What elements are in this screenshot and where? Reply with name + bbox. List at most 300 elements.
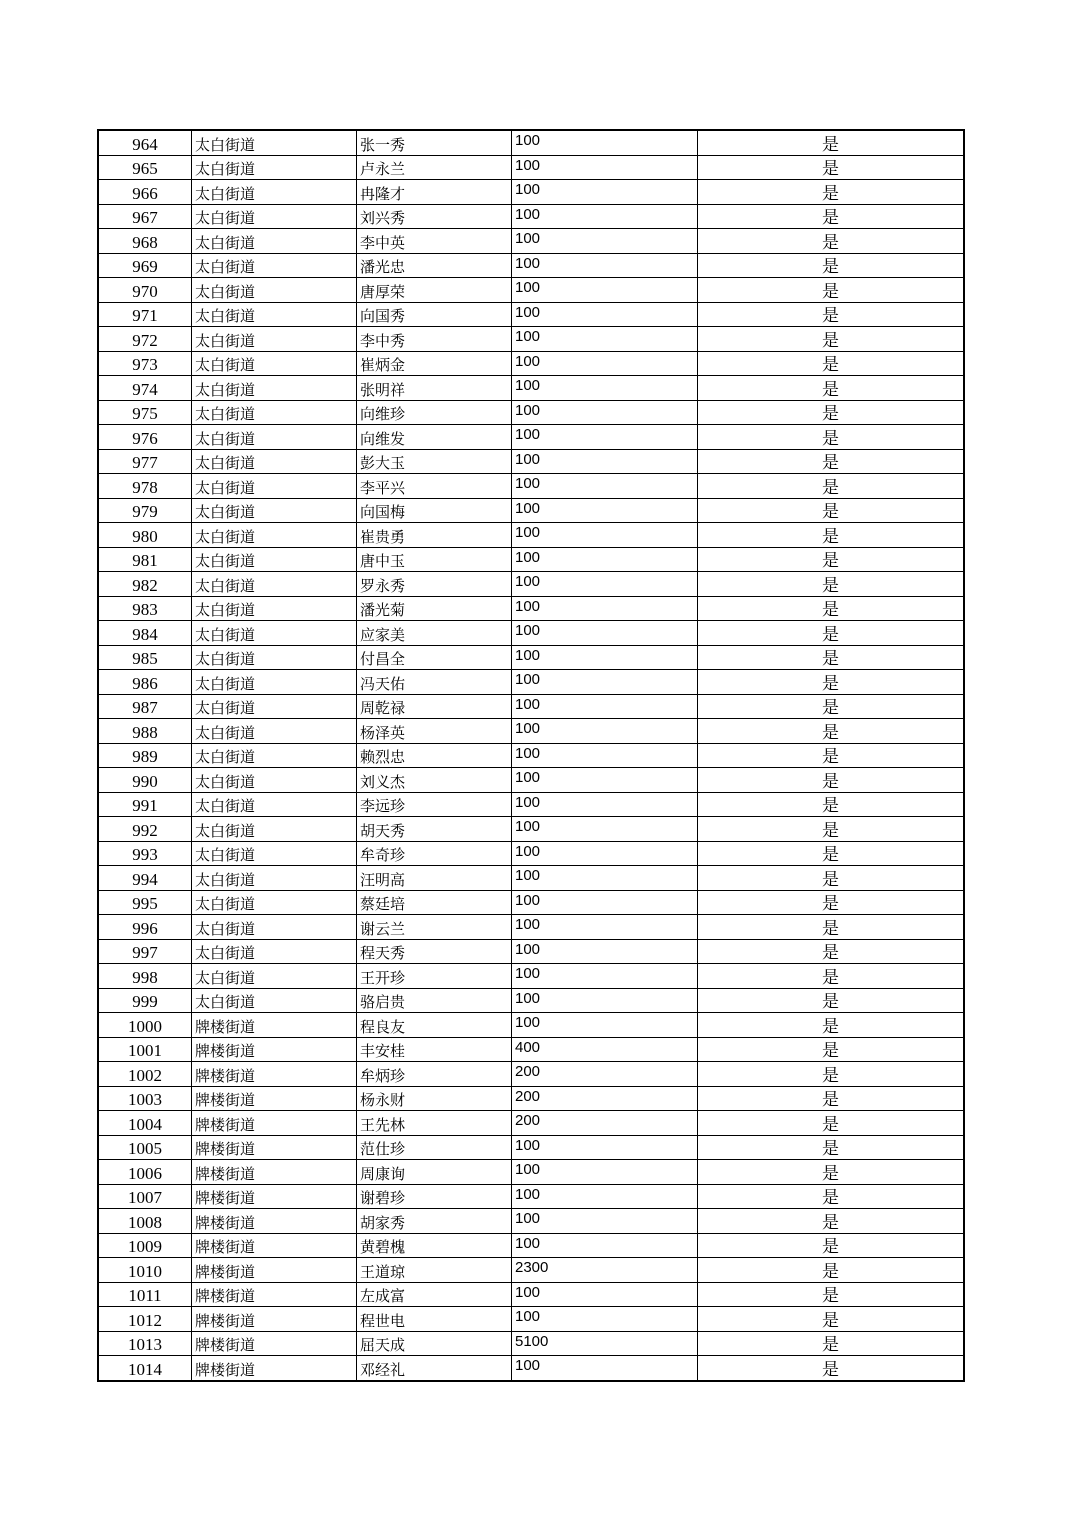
row-number-cell: 995: [98, 890, 192, 915]
row-number-cell: 1009: [98, 1233, 192, 1258]
name-cell: 邓经礼: [357, 1356, 512, 1381]
street-cell: 太白街道: [192, 768, 357, 793]
flag-cell: 是: [698, 1184, 965, 1209]
table-row: [98, 1062, 964, 1087]
street-cell: 牌楼街道: [192, 1160, 357, 1185]
name-cell: 向国秀: [357, 302, 512, 327]
amount-cell: 100: [512, 1160, 698, 1185]
name-cell: 左成富: [357, 1282, 512, 1307]
table-row: [98, 890, 964, 915]
name-cell: 周乾禄: [357, 694, 512, 719]
name-cell: 张明祥: [357, 376, 512, 401]
flag-cell: 是: [698, 204, 965, 229]
street-cell: 太白街道: [192, 400, 357, 425]
name-cell: 王道琼: [357, 1258, 512, 1283]
name-cell: 范仕珍: [357, 1135, 512, 1160]
row-number-cell: 1001: [98, 1037, 192, 1062]
street-cell: 太白街道: [192, 449, 357, 474]
amount-cell: 100: [512, 694, 698, 719]
amount-cell: 100: [512, 1135, 698, 1160]
street-cell: 太白街道: [192, 278, 357, 303]
row-number-cell: 1011: [98, 1282, 192, 1307]
amount-cell: 100: [512, 1356, 698, 1381]
flag-cell: 是: [698, 155, 965, 180]
row-number-cell: 974: [98, 376, 192, 401]
name-cell: 向维发: [357, 425, 512, 450]
row-number-cell: 998: [98, 964, 192, 989]
row-number-cell: 1010: [98, 1258, 192, 1283]
amount-cell: 100: [512, 645, 698, 670]
name-cell: 丰安桂: [357, 1037, 512, 1062]
table-row: [98, 523, 964, 548]
row-number-cell: 977: [98, 449, 192, 474]
amount-cell: 100: [512, 670, 698, 695]
amount-cell: 100: [512, 621, 698, 646]
amount-cell: 100: [512, 939, 698, 964]
name-cell: 李平兴: [357, 474, 512, 499]
row-number-cell: 1002: [98, 1062, 192, 1087]
flag-cell: 是: [698, 351, 965, 376]
flag-cell: 是: [698, 939, 965, 964]
flag-cell: 是: [698, 890, 965, 915]
name-cell: 潘光忠: [357, 253, 512, 278]
name-cell: 向国梅: [357, 498, 512, 523]
data-table: [97, 129, 965, 1382]
name-cell: 唐厚荣: [357, 278, 512, 303]
row-number-cell: 997: [98, 939, 192, 964]
flag-cell: 是: [698, 792, 965, 817]
amount-cell: 100: [512, 743, 698, 768]
table-row: [98, 768, 964, 793]
street-cell: 太白街道: [192, 670, 357, 695]
table-body: [98, 130, 964, 1381]
table-row: [98, 302, 964, 327]
table-row: [98, 204, 964, 229]
street-cell: 牌楼街道: [192, 1356, 357, 1381]
name-cell: 谢碧珍: [357, 1184, 512, 1209]
table-row: [98, 866, 964, 891]
table-row: [98, 229, 964, 254]
street-cell: 牌楼街道: [192, 1258, 357, 1283]
table-row: [98, 939, 964, 964]
flag-cell: 是: [698, 180, 965, 205]
flag-cell: 是: [698, 915, 965, 940]
amount-cell: 200: [512, 1111, 698, 1136]
street-cell: 太白街道: [192, 817, 357, 842]
flag-cell: 是: [698, 400, 965, 425]
table-row: [98, 1160, 964, 1185]
row-number-cell: 1005: [98, 1135, 192, 1160]
name-cell: 杨泽英: [357, 719, 512, 744]
row-number-cell: 970: [98, 278, 192, 303]
amount-cell: 100: [512, 351, 698, 376]
name-cell: 牟奇珍: [357, 841, 512, 866]
flag-cell: 是: [698, 1111, 965, 1136]
table-row: [98, 1258, 964, 1283]
flag-cell: 是: [698, 376, 965, 401]
flag-cell: 是: [698, 1013, 965, 1038]
amount-cell: 100: [512, 204, 698, 229]
flag-cell: 是: [698, 768, 965, 793]
row-number-cell: 986: [98, 670, 192, 695]
row-number-cell: 999: [98, 988, 192, 1013]
row-number-cell: 991: [98, 792, 192, 817]
name-cell: 崔贵勇: [357, 523, 512, 548]
name-cell: 谢云兰: [357, 915, 512, 940]
amount-cell: 100: [512, 523, 698, 548]
street-cell: 牌楼街道: [192, 1111, 357, 1136]
amount-cell: 100: [512, 498, 698, 523]
table-row: [98, 694, 964, 719]
flag-cell: 是: [698, 327, 965, 352]
name-cell: 卢永兰: [357, 155, 512, 180]
flag-cell: 是: [698, 278, 965, 303]
row-number-cell: 975: [98, 400, 192, 425]
table-row: [98, 1135, 964, 1160]
flag-cell: 是: [698, 1331, 965, 1356]
street-cell: 太白街道: [192, 694, 357, 719]
row-number-cell: 985: [98, 645, 192, 670]
flag-cell: 是: [698, 621, 965, 646]
row-number-cell: 966: [98, 180, 192, 205]
amount-cell: 100: [512, 915, 698, 940]
table-row: [98, 792, 964, 817]
amount-cell: 100: [512, 1209, 698, 1234]
name-cell: 周康询: [357, 1160, 512, 1185]
flag-cell: 是: [698, 1307, 965, 1332]
table-row: [98, 1037, 964, 1062]
name-cell: 王开珍: [357, 964, 512, 989]
table-row: [98, 915, 964, 940]
table-row: [98, 1209, 964, 1234]
row-number-cell: 1012: [98, 1307, 192, 1332]
table-row: [98, 572, 964, 597]
table-row: [98, 474, 964, 499]
table-row: [98, 1013, 964, 1038]
table-row: [98, 670, 964, 695]
flag-cell: 是: [698, 572, 965, 597]
table-row: [98, 964, 964, 989]
name-cell: 唐中玉: [357, 547, 512, 572]
street-cell: 太白街道: [192, 572, 357, 597]
street-cell: 牌楼街道: [192, 1233, 357, 1258]
amount-cell: 400: [512, 1037, 698, 1062]
street-cell: 牌楼街道: [192, 1037, 357, 1062]
street-cell: 太白街道: [192, 547, 357, 572]
amount-cell: 100: [512, 890, 698, 915]
amount-cell: 100: [512, 866, 698, 891]
table-row: [98, 1184, 964, 1209]
name-cell: 王先林: [357, 1111, 512, 1136]
amount-cell: 100: [512, 572, 698, 597]
row-number-cell: 976: [98, 425, 192, 450]
table-row: [98, 351, 964, 376]
table-row: [98, 621, 964, 646]
flag-cell: 是: [698, 719, 965, 744]
street-cell: 牌楼街道: [192, 1307, 357, 1332]
row-number-cell: 989: [98, 743, 192, 768]
name-cell: 蔡廷培: [357, 890, 512, 915]
table-row: [98, 547, 964, 572]
street-cell: 牌楼街道: [192, 1086, 357, 1111]
row-number-cell: 1007: [98, 1184, 192, 1209]
street-cell: 太白街道: [192, 915, 357, 940]
flag-cell: 是: [698, 1258, 965, 1283]
flag-cell: 是: [698, 1135, 965, 1160]
flag-cell: 是: [698, 964, 965, 989]
street-cell: 牌楼街道: [192, 1013, 357, 1038]
name-cell: 付昌全: [357, 645, 512, 670]
amount-cell: 5100: [512, 1331, 698, 1356]
flag-cell: 是: [698, 1356, 965, 1381]
table-row: [98, 253, 964, 278]
amount-cell: 200: [512, 1062, 698, 1087]
name-cell: 张一秀: [357, 130, 512, 155]
name-cell: 程世电: [357, 1307, 512, 1332]
table-row: [98, 1282, 964, 1307]
row-number-cell: 994: [98, 866, 192, 891]
amount-cell: 100: [512, 253, 698, 278]
flag-cell: 是: [698, 866, 965, 891]
name-cell: 程良友: [357, 1013, 512, 1038]
amount-cell: 100: [512, 719, 698, 744]
amount-cell: 100: [512, 547, 698, 572]
amount-cell: 100: [512, 1013, 698, 1038]
row-number-cell: 973: [98, 351, 192, 376]
street-cell: 牌楼街道: [192, 1062, 357, 1087]
row-number-cell: 987: [98, 694, 192, 719]
flag-cell: 是: [698, 596, 965, 621]
street-cell: 太白街道: [192, 866, 357, 891]
street-cell: 牌楼街道: [192, 1135, 357, 1160]
row-number-cell: 971: [98, 302, 192, 327]
flag-cell: 是: [698, 817, 965, 842]
street-cell: 太白街道: [192, 743, 357, 768]
street-cell: 太白街道: [192, 621, 357, 646]
street-cell: 太白街道: [192, 229, 357, 254]
table-row: [98, 1086, 964, 1111]
row-number-cell: 1004: [98, 1111, 192, 1136]
street-cell: 牌楼街道: [192, 1184, 357, 1209]
amount-cell: 100: [512, 768, 698, 793]
row-number-cell: 983: [98, 596, 192, 621]
row-number-cell: 1013: [98, 1331, 192, 1356]
table-row: [98, 425, 964, 450]
flag-cell: 是: [698, 523, 965, 548]
name-cell: 崔炳金: [357, 351, 512, 376]
amount-cell: 100: [512, 425, 698, 450]
amount-cell: 100: [512, 1282, 698, 1307]
street-cell: 太白街道: [192, 939, 357, 964]
street-cell: 太白街道: [192, 253, 357, 278]
row-number-cell: 1008: [98, 1209, 192, 1234]
name-cell: 冯天佑: [357, 670, 512, 695]
flag-cell: 是: [698, 988, 965, 1013]
name-cell: 赖烈忠: [357, 743, 512, 768]
street-cell: 太白街道: [192, 425, 357, 450]
flag-cell: 是: [698, 253, 965, 278]
flag-cell: 是: [698, 1282, 965, 1307]
name-cell: 刘义杰: [357, 768, 512, 793]
name-cell: 李远珍: [357, 792, 512, 817]
amount-cell: 100: [512, 792, 698, 817]
amount-cell: 100: [512, 988, 698, 1013]
table-row: [98, 841, 964, 866]
amount-cell: 100: [512, 278, 698, 303]
amount-cell: 100: [512, 180, 698, 205]
table-row: [98, 327, 964, 352]
table-row: [98, 278, 964, 303]
amount-cell: 100: [512, 376, 698, 401]
name-cell: 潘光菊: [357, 596, 512, 621]
flag-cell: 是: [698, 841, 965, 866]
amount-cell: 100: [512, 449, 698, 474]
name-cell: 冉隆才: [357, 180, 512, 205]
name-cell: 胡天秀: [357, 817, 512, 842]
flag-cell: 是: [698, 449, 965, 474]
name-cell: 李中英: [357, 229, 512, 254]
table-row: [98, 180, 964, 205]
street-cell: 太白街道: [192, 351, 357, 376]
table-row: [98, 1307, 964, 1332]
row-number-cell: 988: [98, 719, 192, 744]
amount-cell: 100: [512, 229, 698, 254]
name-cell: 屈天成: [357, 1331, 512, 1356]
flag-cell: 是: [698, 229, 965, 254]
flag-cell: 是: [698, 1086, 965, 1111]
name-cell: 程天秀: [357, 939, 512, 964]
street-cell: 太白街道: [192, 498, 357, 523]
name-cell: 彭大玉: [357, 449, 512, 474]
row-number-cell: 972: [98, 327, 192, 352]
flag-cell: 是: [698, 425, 965, 450]
name-cell: 汪明高: [357, 866, 512, 891]
flag-cell: 是: [698, 743, 965, 768]
table-row: [98, 645, 964, 670]
amount-cell: 2300: [512, 1258, 698, 1283]
row-number-cell: 969: [98, 253, 192, 278]
row-number-cell: 982: [98, 572, 192, 597]
row-number-cell: 996: [98, 915, 192, 940]
street-cell: 太白街道: [192, 596, 357, 621]
name-cell: 应家美: [357, 621, 512, 646]
table-row: [98, 376, 964, 401]
row-number-cell: 981: [98, 547, 192, 572]
name-cell: 胡家秀: [357, 1209, 512, 1234]
street-cell: 太白街道: [192, 302, 357, 327]
row-number-cell: 1006: [98, 1160, 192, 1185]
row-number-cell: 965: [98, 155, 192, 180]
amount-cell: 100: [512, 155, 698, 180]
flag-cell: 是: [698, 694, 965, 719]
table-row: [98, 817, 964, 842]
table-row: [98, 449, 964, 474]
amount-cell: 100: [512, 1233, 698, 1258]
name-cell: 黄碧槐: [357, 1233, 512, 1258]
row-number-cell: 1003: [98, 1086, 192, 1111]
street-cell: 太白街道: [192, 376, 357, 401]
street-cell: 太白街道: [192, 130, 357, 155]
name-cell: 刘兴秀: [357, 204, 512, 229]
table-row: [98, 1331, 964, 1356]
street-cell: 太白街道: [192, 841, 357, 866]
row-number-cell: 978: [98, 474, 192, 499]
row-number-cell: 984: [98, 621, 192, 646]
row-number-cell: 993: [98, 841, 192, 866]
table-row: [98, 988, 964, 1013]
amount-cell: 100: [512, 302, 698, 327]
table-row: [98, 1356, 964, 1381]
name-cell: 向维珍: [357, 400, 512, 425]
street-cell: 牌楼街道: [192, 1209, 357, 1234]
row-number-cell: 979: [98, 498, 192, 523]
flag-cell: 是: [698, 1160, 965, 1185]
table-row: [98, 498, 964, 523]
table-row: [98, 1111, 964, 1136]
street-cell: 太白街道: [192, 792, 357, 817]
street-cell: 太白街道: [192, 474, 357, 499]
amount-cell: 100: [512, 841, 698, 866]
flag-cell: 是: [698, 1037, 965, 1062]
street-cell: 太白街道: [192, 180, 357, 205]
table-row: [98, 130, 964, 155]
flag-cell: 是: [698, 130, 965, 155]
amount-cell: 100: [512, 130, 698, 155]
table-row: [98, 743, 964, 768]
street-cell: 牌楼街道: [192, 1331, 357, 1356]
street-cell: 太白街道: [192, 988, 357, 1013]
row-number-cell: 1000: [98, 1013, 192, 1038]
name-cell: 杨永财: [357, 1086, 512, 1111]
name-cell: 骆启贵: [357, 988, 512, 1013]
table-row: [98, 719, 964, 744]
row-number-cell: 968: [98, 229, 192, 254]
table-row: [98, 155, 964, 180]
street-cell: 太白街道: [192, 523, 357, 548]
flag-cell: 是: [698, 1233, 965, 1258]
name-cell: 李中秀: [357, 327, 512, 352]
flag-cell: 是: [698, 474, 965, 499]
amount-cell: 200: [512, 1086, 698, 1111]
amount-cell: 100: [512, 964, 698, 989]
street-cell: 太白街道: [192, 155, 357, 180]
flag-cell: 是: [698, 498, 965, 523]
street-cell: 太白街道: [192, 204, 357, 229]
amount-cell: 100: [512, 596, 698, 621]
street-cell: 太白街道: [192, 645, 357, 670]
amount-cell: 100: [512, 327, 698, 352]
amount-cell: 100: [512, 817, 698, 842]
street-cell: 太白街道: [192, 719, 357, 744]
row-number-cell: 1014: [98, 1356, 192, 1381]
name-cell: 罗永秀: [357, 572, 512, 597]
street-cell: 太白街道: [192, 890, 357, 915]
flag-cell: 是: [698, 1209, 965, 1234]
flag-cell: 是: [698, 645, 965, 670]
amount-cell: 100: [512, 1307, 698, 1332]
amount-cell: 100: [512, 1184, 698, 1209]
row-number-cell: 964: [98, 130, 192, 155]
row-number-cell: 992: [98, 817, 192, 842]
table-row: [98, 400, 964, 425]
table-row: [98, 596, 964, 621]
amount-cell: 100: [512, 474, 698, 499]
street-cell: 太白街道: [192, 964, 357, 989]
name-cell: 牟炳珍: [357, 1062, 512, 1087]
flag-cell: 是: [698, 1062, 965, 1087]
table-row: [98, 1233, 964, 1258]
flag-cell: 是: [698, 547, 965, 572]
